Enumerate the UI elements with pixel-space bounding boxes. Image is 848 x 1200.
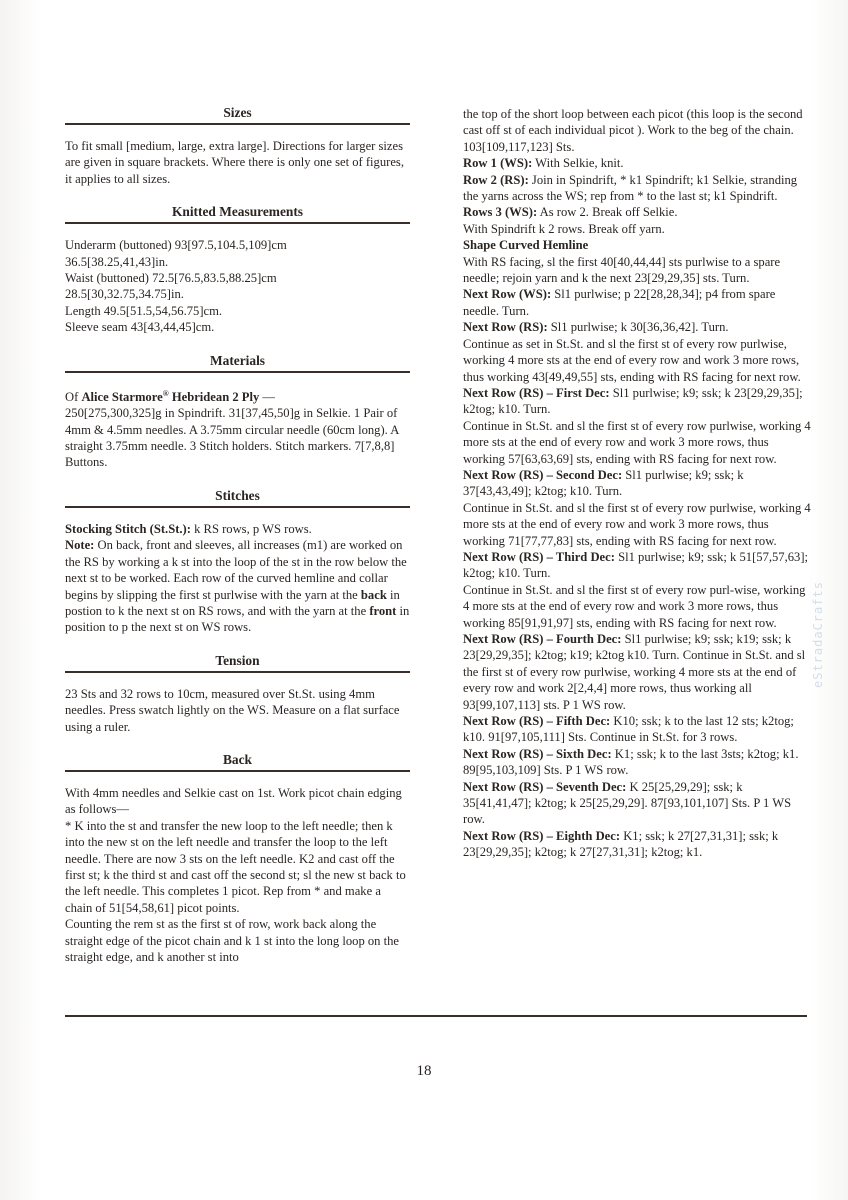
row-label: Next Row (RS) – Second Dec:	[463, 467, 623, 482]
body-paragraph: With RS facing, sl the first 40[40,44,44] sts purlwise to a spare needle; rejoin yarn and k the next 23[29,29,35] sts. Turn.	[463, 254, 781, 286]
body-paragraph: With Spindrift k 2 rows. Break off yarn.	[463, 221, 665, 236]
row-text: Sl1 purlwise; k9; ssk; k 23[29,29,35]; k2tog; k10. Turn.	[463, 385, 803, 417]
row-label: Row 2 (RS):	[463, 172, 529, 187]
stitches-section	[65, 487, 410, 636]
instruction-row	[463, 319, 811, 335]
footer-divider	[65, 1015, 807, 1017]
row-label: Next Row (RS) – Fifth Dec:	[463, 714, 611, 729]
yarn-name-rest: Hebridean 2 Ply	[168, 389, 260, 404]
row-text: Sl1 purlwise; p 22[28,28,34]; p4 from spare needle. Turn.	[463, 287, 776, 318]
instruction-row	[463, 467, 811, 500]
instruction-row	[463, 286, 811, 319]
stocking-stitch-desc: k RS rows, p WS rows.	[190, 521, 312, 536]
measurement-line: Underarm (buttoned) 93[97.5,104.5,109]cm	[65, 238, 287, 253]
row-text: K1; ssk; k 27[27,31,31]; ssk; k 23[29,29,35]; k2tog; k 27[27,31,31]; k2tog; k1.	[463, 828, 779, 860]
materials-text: 250[275,300,325]g in Spindrift. 31[37,45,50]g in Selkie. 1 Pair of 4mm & 4.5mm needles. A 3.75mm circular needle (60cm long). A straight 3.75mm needle. 3 Stitch holders. Stitch markers. 7[7,8,8] Buttons.	[65, 406, 399, 470]
page-number: 18	[416, 1063, 432, 1079]
measurement-line: Sleeve seam 43[43,44,45]cm.	[65, 320, 215, 335]
back-paragraph: * K into the st and transfer the new loop to the left needle; then k into the new st on the left needle and transfer the loop to the left needle. There are now 3 sts on the left needle. K2 and cast off the first st; k the third st and cast off the second st; sl the new st back to the left needle. This completes 1 picot. Rep from * and make a chain of 51[54,58,61] picot points.	[65, 818, 406, 915]
instruction-row	[463, 779, 811, 828]
body-paragraph: the top of the short loop between each picot (this loop is the second cast off st of each individual picot ). Work to the beg of the chain. 103[109,117,123] Sts.	[463, 107, 803, 154]
back-section	[65, 751, 410, 965]
row-label: Rows 3 (WS):	[463, 205, 538, 220]
body-paragraph: Continue as set in St.St. and sl the first st of every row purlwise, working 4 more sts at the end of every row and work 3 more rows, thus working 43[49,49,55] sts, ending with RS facing for next row.	[463, 336, 801, 384]
note-emphasis: back	[360, 587, 387, 602]
knitted-measurements-section	[65, 203, 410, 335]
materials-section	[65, 352, 410, 471]
row-text: Join in Spindrift, * k1 Spindrift; k1 Selkie, stranding the yarns across the WS; rep from * to the last st; k1 Spindrift.	[463, 172, 798, 204]
instruction-row	[463, 549, 811, 582]
knitted-measurements-heading: Knitted Measurements	[65, 203, 410, 224]
tension-heading: Tension	[65, 652, 410, 673]
instruction-row	[463, 172, 811, 205]
measurement-line: 36.5[38.25,41,43]in.	[65, 254, 169, 269]
yarn-name: Alice Starmore	[81, 389, 163, 404]
back-heading: Back	[65, 751, 410, 772]
row-label: Next Row (RS) – First Dec:	[463, 385, 610, 400]
right-column	[463, 106, 811, 861]
instruction-row	[463, 204, 811, 220]
back-paragraph: With 4mm needles and Selkie cast on 1st. Work picot chain edging as follows—	[65, 785, 402, 817]
row-label: Row 1 (WS):	[463, 156, 533, 171]
instruction-row	[463, 631, 811, 713]
materials-intro-suffix: —	[259, 389, 276, 404]
stocking-stitch-text	[65, 521, 410, 537]
measurement-line: Waist (buttoned) 72.5[76.5,83.5,88.25]cm	[65, 271, 277, 286]
sizes-section	[65, 104, 410, 187]
measurement-line: Length 49.5[51.5,54,56.75]cm.	[65, 303, 223, 318]
instruction-row	[463, 746, 811, 779]
row-text: Sl1 purlwise; k9; ssk; k 51[57,57,63]; k2tog; k10. Turn.	[463, 549, 809, 581]
note-text: in position to p the next st on WS rows.	[65, 603, 410, 635]
row-label: Next Row (RS) – Fourth Dec:	[463, 632, 622, 646]
body-paragraph: Continue in St.St. and sl the first st of every row purlwise, working 4 more sts at the end of every row and work 3 more rows, thus working 71[77,77,83] sts, ending with RS facing for next row.	[463, 500, 811, 548]
subheading	[463, 237, 811, 253]
row-label: Next Row (WS):	[463, 287, 552, 302]
body-paragraph: Continue in St.St. and sl the first st of every row purlwise, working 4 more sts at the end of every row and work 3 more rows, thus working 57[63,63,69] sts, ending with RS facing for next row.	[463, 418, 811, 466]
instruction-row	[463, 828, 811, 861]
row-text: K 25[25,29,29]; ssk; k 35[41,41,47]; k2tog; k 25[25,29,29]. 87[93,101,107] Sts. P 1 WS row.	[463, 779, 792, 827]
body-paragraph: Continue in St.St. and sl the first st of every row purl-wise, working 4 more sts at the end of every row and work 3 more rows, thus working 85[91,91,97] sts, ending with RS facing for next row.	[463, 582, 806, 630]
materials-intro	[65, 386, 410, 406]
left-column	[65, 104, 410, 965]
row-text: K1; ssk; k to the last 3sts; k2tog; k1. 89[95,103,109] Sts. P 1 WS row.	[463, 746, 799, 778]
back-paragraph: Counting the rem st as the first st of row, work back along the straight edge of the picot chain and k 1 st into the long loop on the straight edge, and k another st into	[65, 917, 400, 964]
note-label: Note:	[65, 538, 95, 553]
row-text: Sl1 purlwise; k9; ssk; k19; ssk; k 23[29,29,35]; k2tog; k19; k2tog k10. Turn. Continue in St.St. and sl the first st of every row purlwise, working 4 more sts at the end of every row and work 2[2,4,4] more rows, thus working all 93[99,107,113] sts. P 1 WS row.	[463, 632, 806, 712]
row-label: Next Row (RS) – Sixth Dec:	[463, 746, 612, 761]
materials-heading: Materials	[65, 352, 410, 373]
row-text: Sl1 purlwise; k9; ssk; k 37[43,43,49]; k2tog; k10. Turn.	[463, 467, 744, 499]
note-text: in postion to k the next st on RS rows, and with the yarn at the	[65, 587, 400, 618]
sizes-text: To fit small [medium, large, extra large]. Directions for larger sizes are given in square brackets. Where there is only one set of figures, it applies to all sizes.	[65, 139, 404, 186]
shape-curved-hemline-heading: Shape Curved Hemline	[463, 238, 589, 253]
sizes-heading: Sizes	[65, 104, 410, 125]
tension-text: 23 Sts and 32 rows to 10cm, measured over St.St. using 4mm needles. Press swatch lightly on the WS. Measure on a flat surface using a ruler.	[65, 686, 400, 734]
stitches-heading: Stitches	[65, 487, 410, 508]
note-text: On back, front and sleeves, all increases (m1) are worked on the RS by working a k st into the loop of the st in the row below the next st to be worked. Each row of the curved hemline and collar begins by slipping the first st purlwise with the yarn at the	[65, 538, 407, 602]
note-emphasis: front	[369, 603, 397, 618]
row-label: Next Row (RS) – Third Dec:	[463, 549, 615, 564]
registered-mark: ®	[162, 388, 169, 398]
row-text: With Selkie, knit.	[532, 156, 624, 171]
instruction-row	[463, 385, 811, 418]
instruction-row	[463, 155, 811, 171]
watermark: eStradaCrafts	[811, 581, 825, 688]
instruction-row	[463, 713, 811, 746]
measurement-line: 28.5[30,32.75,34.75]in.	[65, 287, 184, 302]
row-text: K10; ssk; k to the last 12 sts; k2tog; k10. 91[97,105,111] Sts. Continue in St.St. for 3 rows.	[463, 714, 794, 745]
stitches-note	[65, 537, 410, 635]
tension-section	[65, 652, 410, 735]
row-text: Sl1 purlwise; k 30[36,36,42]. Turn.	[547, 320, 729, 335]
stocking-stitch-label: Stocking Stitch (St.St.):	[65, 521, 191, 536]
row-text: As row 2. Break off Selkie.	[537, 205, 678, 220]
materials-intro-prefix: Of	[65, 389, 82, 404]
row-label: Next Row (RS) – Eighth Dec:	[463, 828, 621, 843]
row-label: Next Row (RS):	[463, 320, 548, 335]
row-label: Next Row (RS) – Seventh Dec:	[463, 779, 627, 794]
